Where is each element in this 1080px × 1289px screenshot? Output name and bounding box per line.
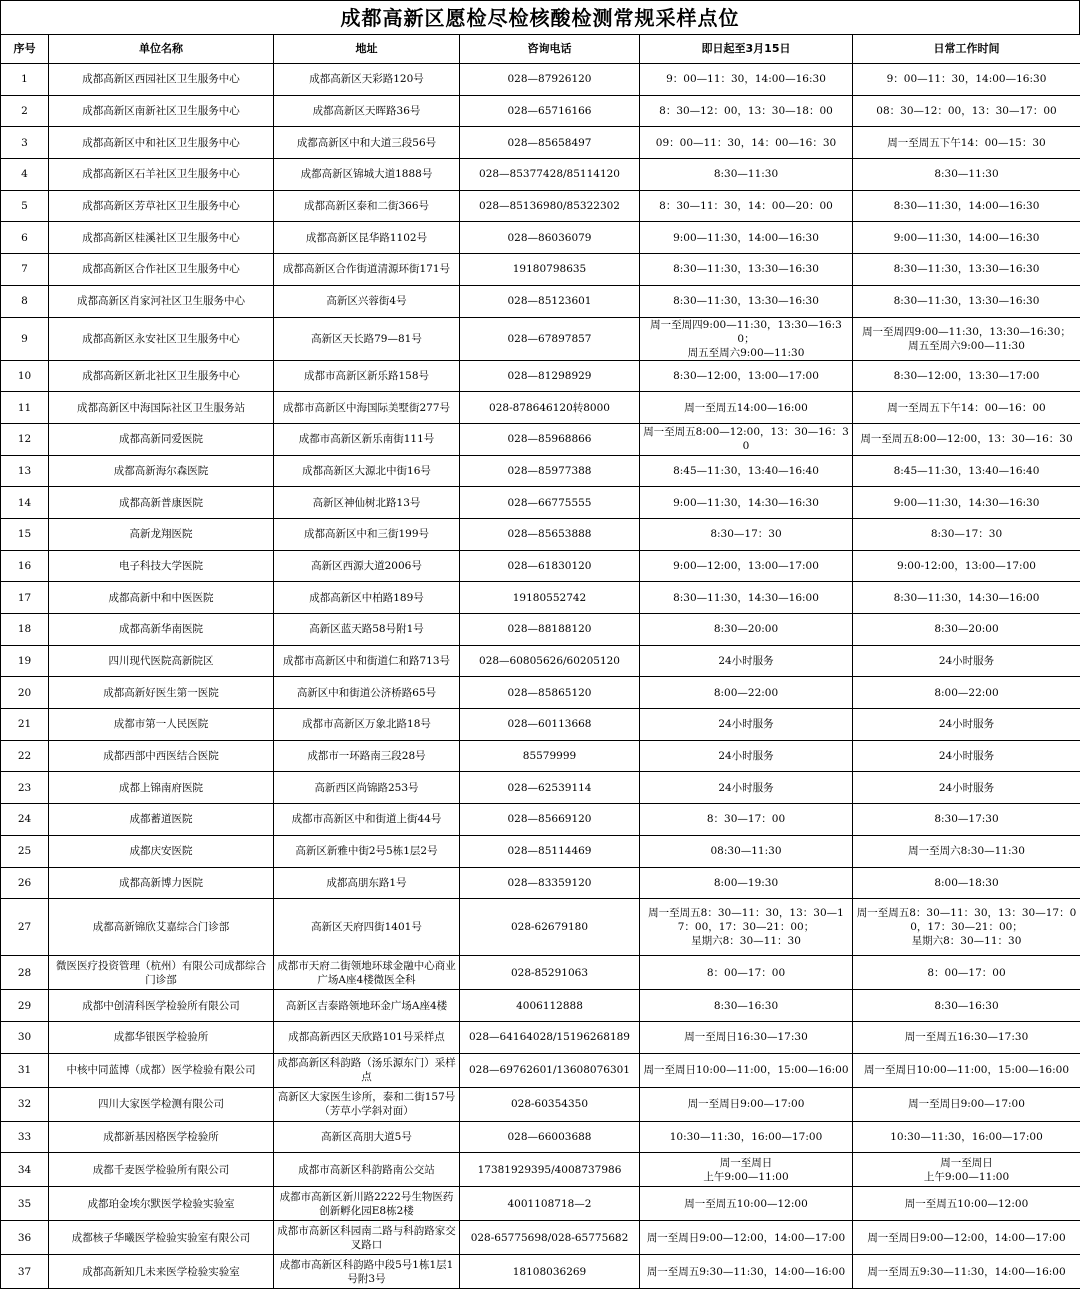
cell-hours-until-mar15: 8:30—16:30 (640, 990, 853, 1022)
table-row (1, 550, 1080, 582)
header-address: 地址 (274, 35, 460, 64)
cell-index: 35 (1, 1187, 49, 1221)
cell-unit-name: 成都高新区合作社区卫生服务中心 (49, 254, 274, 286)
cell-index: 19 (1, 645, 49, 677)
table-row (1, 1221, 1080, 1255)
table-row (1, 127, 1080, 159)
cell-index: 15 (1, 518, 49, 550)
cell-unit-name: 成都高新区肖家河社区卫生服务中心 (49, 285, 274, 317)
cell-hours-until-mar15: 周一至周日 上午9:00—11:00 (640, 1153, 853, 1187)
table-row (1, 582, 1080, 614)
cell-index: 27 (1, 899, 49, 956)
cell-index: 11 (1, 392, 49, 424)
cell-hours-until-mar15: 8：30—17：00 (640, 804, 853, 836)
table-row (1, 990, 1080, 1022)
cell-regular-hours: 8:30—11:30 (853, 159, 1080, 191)
cell-unit-name: 成都高新区中海国际社区卫生服务站 (49, 392, 274, 424)
table-header-row (1, 35, 1080, 64)
cell-phone: 028—85653888 (460, 518, 640, 550)
cell-unit-name: 成都高新华南医院 (49, 614, 274, 646)
cell-hours-until-mar15: 8:30—11:30，13:30—16:30 (640, 254, 853, 286)
cell-unit-name: 成都高新区中和社区卫生服务中心 (49, 127, 274, 159)
cell-phone: 028—85865120 (460, 677, 640, 709)
table-row (1, 317, 1080, 360)
cell-unit-name: 成都高新海尔森医院 (49, 455, 274, 487)
table-row (1, 772, 1080, 804)
cell-hours-until-mar15: 10:30—11:30，16:00—17:00 (640, 1121, 853, 1153)
cell-hours-until-mar15: 8：30—11：30，14：00—20：00 (640, 190, 853, 222)
cell-index: 9 (1, 317, 49, 360)
cell-hours-until-mar15: 9:00—11:30，14:00—16:30 (640, 222, 853, 254)
cell-address: 高新区吉泰路领地环金广场A座4楼 (274, 990, 460, 1022)
cell-phone: 028-60354350 (460, 1087, 640, 1121)
table-row (1, 1021, 1080, 1053)
cell-hours-until-mar15: 8:30—11:30 (640, 159, 853, 191)
cell-phone: 028—81298929 (460, 360, 640, 392)
cell-unit-name: 成都市第一人民医院 (49, 709, 274, 741)
cell-unit-name: 高新龙翔医院 (49, 518, 274, 550)
cell-regular-hours: 24小时服务 (853, 772, 1080, 804)
cell-index: 3 (1, 127, 49, 159)
cell-address: 成都高新区合作街道清源环街171号 (274, 254, 460, 286)
table-row (1, 1255, 1080, 1289)
cell-address: 成都高新区中和大道三段56号 (274, 127, 460, 159)
cell-index: 21 (1, 709, 49, 741)
table-row (1, 709, 1080, 741)
header-index: 序号 (1, 35, 49, 64)
cell-unit-name: 四川现代医院高新院区 (49, 645, 274, 677)
cell-phone: 028—69762601/13608076301 (460, 1053, 640, 1087)
cell-hours-until-mar15: 8:30—17：30 (640, 518, 853, 550)
table-row (1, 285, 1080, 317)
cell-phone: 19180552742 (460, 582, 640, 614)
table-row (1, 423, 1080, 455)
cell-hours-until-mar15: 周一至周五9:30—11:30，14:00—16:00 (640, 1255, 853, 1289)
cell-index: 29 (1, 990, 49, 1022)
cell-unit-name: 成都高新区南新社区卫生服务中心 (49, 95, 274, 127)
cell-hours-until-mar15: 8:30—11:30，13:30—16:30 (640, 285, 853, 317)
table-row (1, 518, 1080, 550)
cell-index: 31 (1, 1053, 49, 1087)
cell-address: 成都高新区泰和二街366号 (274, 190, 460, 222)
cell-unit-name: 成都高新区桂溪社区卫生服务中心 (49, 222, 274, 254)
cell-regular-hours: 10:30—11:30，16:00—17:00 (853, 1121, 1080, 1153)
cell-regular-hours: 9：00—11：30，14:00—16:30 (853, 64, 1080, 96)
cell-phone: 85579999 (460, 740, 640, 772)
cell-regular-hours: 周一至周四9:00—11:30，13:30—16:30； 周五至周六9:00—11:30 (853, 317, 1080, 360)
cell-unit-name: 成都蓄道医院 (49, 804, 274, 836)
cell-phone: 4001108718—2 (460, 1187, 640, 1221)
cell-regular-hours: 周一至周五下午14：00—16：00 (853, 392, 1080, 424)
cell-phone: 028—85977388 (460, 455, 640, 487)
cell-regular-hours: 8:30—16:30 (853, 990, 1080, 1022)
cell-hours-until-mar15: 8：30—12：00，13：30—18：00 (640, 95, 853, 127)
cell-index: 14 (1, 487, 49, 519)
cell-phone: 17381929395/4008737986 (460, 1153, 640, 1187)
cell-phone: 028—87926120 (460, 64, 640, 96)
table-body (1, 64, 1080, 1289)
cell-phone: 028—67897857 (460, 317, 640, 360)
cell-address: 成都市高新区万象北路18号 (274, 709, 460, 741)
cell-phone: 028-85291063 (460, 956, 640, 990)
cell-regular-hours: 周一至周六8:30—11:30 (853, 835, 1080, 867)
cell-regular-hours: 周一至周五下午14：00—15：30 (853, 127, 1080, 159)
cell-unit-name: 成都高新普康医院 (49, 487, 274, 519)
cell-regular-hours: 8:30—17：30 (853, 518, 1080, 550)
cell-regular-hours: 24小时服务 (853, 645, 1080, 677)
cell-unit-name: 成都庆安医院 (49, 835, 274, 867)
cell-hours-until-mar15: 24小时服务 (640, 740, 853, 772)
cell-address: 成都市高新区科韵路南公交站 (274, 1153, 460, 1187)
cell-index: 33 (1, 1121, 49, 1153)
cell-phone: 028—66003688 (460, 1121, 640, 1153)
cell-index: 1 (1, 64, 49, 96)
table-row (1, 899, 1080, 956)
cell-address: 成都高新区天晖路36号 (274, 95, 460, 127)
cell-index: 24 (1, 804, 49, 836)
cell-index: 36 (1, 1221, 49, 1255)
cell-unit-name: 成都高新区芳草社区卫生服务中心 (49, 190, 274, 222)
cell-index: 18 (1, 614, 49, 646)
table-row (1, 64, 1080, 96)
cell-regular-hours: 8:30—11:30，13:30—16:30 (853, 254, 1080, 286)
cell-phone: 028—85114469 (460, 835, 640, 867)
cell-regular-hours: 8:30—11:30，14:30—16:00 (853, 582, 1080, 614)
cell-hours-until-mar15: 24小时服务 (640, 709, 853, 741)
table-row (1, 487, 1080, 519)
cell-hours-until-mar15: 8:30—12:00，13:00—17:00 (640, 360, 853, 392)
cell-hours-until-mar15: 8:00—22:00 (640, 677, 853, 709)
header-regular-hours: 日常工作时间 (853, 35, 1080, 64)
cell-phone: 028-65775698/028-65775682 (460, 1221, 640, 1255)
cell-index: 34 (1, 1153, 49, 1187)
cell-address: 高新区大家医生诊所，泰和二街157号（芳草小学斜对面） (274, 1087, 460, 1121)
cell-index: 23 (1, 772, 49, 804)
cell-address: 成都市高新区新乐路158号 (274, 360, 460, 392)
cell-address: 成都高朋东路1号 (274, 867, 460, 899)
cell-phone: 028—86036079 (460, 222, 640, 254)
cell-phone: 028-878646120转8000 (460, 392, 640, 424)
cell-index: 22 (1, 740, 49, 772)
cell-unit-name: 微医医疗投资管理（杭州）有限公司成都综合门诊部 (49, 956, 274, 990)
cell-hours-until-mar15: 周一至周五10:00—12:00 (640, 1187, 853, 1221)
cell-address: 成都高新区天彩路120号 (274, 64, 460, 96)
cell-regular-hours: 周一至周五8:00—12:00，13：30—16：30 (853, 423, 1080, 455)
cell-index: 4 (1, 159, 49, 191)
cell-address: 成都市高新区科园南二路与科韵路家交叉路口 (274, 1221, 460, 1255)
sampling-sites-table (0, 34, 1080, 1289)
cell-hours-until-mar15: 9:00—12:00，13:00—17:00 (640, 550, 853, 582)
cell-index: 7 (1, 254, 49, 286)
table-row (1, 645, 1080, 677)
cell-index: 8 (1, 285, 49, 317)
cell-unit-name: 成都高新博力医院 (49, 867, 274, 899)
cell-unit-name: 成都高新区新北社区卫生服务中心 (49, 360, 274, 392)
cell-address: 成都高新西区天欣路101号采样点 (274, 1021, 460, 1053)
table-row (1, 95, 1080, 127)
cell-unit-name: 成都高新区永安社区卫生服务中心 (49, 317, 274, 360)
cell-address: 高新区神仙树北路13号 (274, 487, 460, 519)
cell-unit-name: 成都珀金埃尔默医学检验实验室 (49, 1187, 274, 1221)
cell-regular-hours: 周一至周五9:30—11:30，14:00—16:00 (853, 1255, 1080, 1289)
cell-hours-until-mar15: 周一至周日9:00—17:00 (640, 1087, 853, 1121)
cell-regular-hours: 周一至周日9:00—12:00，14:00—17:00 (853, 1221, 1080, 1255)
header-phone: 咨询电话 (460, 35, 640, 64)
cell-regular-hours: 周一至周五8：30—11：30，13：30—17：00，17：30—21：00； 星期六8：30—11：30 (853, 899, 1080, 956)
cell-regular-hours: 9:00—11:30，14:30—16:30 (853, 487, 1080, 519)
cell-unit-name: 电子科技大学医院 (49, 550, 274, 582)
cell-unit-name: 成都高新好医生第一医院 (49, 677, 274, 709)
cell-index: 25 (1, 835, 49, 867)
cell-address: 高新区新雅中街2号5栋1层2号 (274, 835, 460, 867)
cell-phone: 028—65716166 (460, 95, 640, 127)
cell-phone: 028—85136980/85322302 (460, 190, 640, 222)
cell-hours-until-mar15: 8:00—19:30 (640, 867, 853, 899)
cell-hours-until-mar15: 周一至周日16:30—17:30 (640, 1021, 853, 1053)
cell-hours-until-mar15: 9:00—11:30，14:30—16:30 (640, 487, 853, 519)
cell-address: 成都高新区中和三街199号 (274, 518, 460, 550)
table-row (1, 835, 1080, 867)
cell-regular-hours: 8:00—18:30 (853, 867, 1080, 899)
cell-index: 17 (1, 582, 49, 614)
table-row (1, 190, 1080, 222)
cell-address: 高新区天府四街1401号 (274, 899, 460, 956)
cell-regular-hours: 24小时服务 (853, 709, 1080, 741)
cell-regular-hours: 8:45—11:30，13:40—16:40 (853, 455, 1080, 487)
cell-phone: 028—88188120 (460, 614, 640, 646)
cell-regular-hours: 周一至周日10:00—11:00，15:00—16:00 (853, 1053, 1080, 1087)
cell-address: 成都高新区大源北中街16号 (274, 455, 460, 487)
cell-hours-until-mar15: 08:30—11:30 (640, 835, 853, 867)
cell-index: 2 (1, 95, 49, 127)
table-row (1, 1087, 1080, 1121)
cell-index: 30 (1, 1021, 49, 1053)
cell-address: 成都市高新区中和街道上街44号 (274, 804, 460, 836)
cell-phone: 028—85968866 (460, 423, 640, 455)
cell-regular-hours: 8：00—17：00 (853, 956, 1080, 990)
cell-phone: 028—66775555 (460, 487, 640, 519)
cell-phone: 028—85669120 (460, 804, 640, 836)
cell-hours-until-mar15: 24小时服务 (640, 772, 853, 804)
table-row (1, 1121, 1080, 1153)
cell-unit-name: 成都高新区石羊社区卫生服务中心 (49, 159, 274, 191)
cell-address: 成都高新区科韵路（汤乐源东门）采样点 (274, 1053, 460, 1087)
cell-phone: 028—60805626/60205120 (460, 645, 640, 677)
cell-index: 26 (1, 867, 49, 899)
cell-phone: 028—61830120 (460, 550, 640, 582)
cell-regular-hours: 周一至周五10:00—12:00 (853, 1187, 1080, 1221)
table-row (1, 956, 1080, 990)
cell-unit-name: 成都高新中和中医医院 (49, 582, 274, 614)
cell-hours-until-mar15: 8：00—17：00 (640, 956, 853, 990)
cell-index: 37 (1, 1255, 49, 1289)
cell-hours-until-mar15: 周一至周四9:00—11:30，13:30—16:30； 周五至周六9:00—11:30 (640, 317, 853, 360)
cell-phone: 028-62679180 (460, 899, 640, 956)
cell-phone: 028—83359120 (460, 867, 640, 899)
cell-address: 高新区西源大道2006号 (274, 550, 460, 582)
cell-hours-until-mar15: 周一至周日10:00—11:00，15:00—16:00 (640, 1053, 853, 1087)
cell-unit-name: 成都核子华曦医学检验实验室有限公司 (49, 1221, 274, 1255)
cell-unit-name: 成都高新知几未来医学检验实验室 (49, 1255, 274, 1289)
cell-address: 高新区高朋大道5号 (274, 1121, 460, 1153)
cell-address: 高新区蓝天路58号附1号 (274, 614, 460, 646)
cell-unit-name: 成都新基因格医学检验所 (49, 1121, 274, 1153)
cell-hours-until-mar15: 周一至周五8:00—12:00，13：30—16：30 (640, 423, 853, 455)
cell-hours-until-mar15: 8:30—11:30，14:30—16:00 (640, 582, 853, 614)
cell-index: 5 (1, 190, 49, 222)
cell-unit-name: 成都高新区西园社区卫生服务中心 (49, 64, 274, 96)
cell-address: 成都市天府二街领地环球金融中心商业广场A座4楼微医全科 (274, 956, 460, 990)
cell-address: 高新区中和街道公济桥路65号 (274, 677, 460, 709)
table-row (1, 392, 1080, 424)
table-row (1, 614, 1080, 646)
cell-unit-name: 成都高新同爱医院 (49, 423, 274, 455)
cell-address: 成都市一环路南三段28号 (274, 740, 460, 772)
cell-regular-hours: 周一至周日9:00—17:00 (853, 1087, 1080, 1121)
cell-phone: 028—64164028/15196268189 (460, 1021, 640, 1053)
cell-hours-until-mar15: 24小时服务 (640, 645, 853, 677)
cell-index: 20 (1, 677, 49, 709)
cell-unit-name: 成都西部中西医结合医院 (49, 740, 274, 772)
table-row (1, 222, 1080, 254)
table-row (1, 1153, 1080, 1187)
cell-index: 28 (1, 956, 49, 990)
table-row (1, 254, 1080, 286)
cell-phone: 028—85658497 (460, 127, 640, 159)
table-row (1, 867, 1080, 899)
header-unit-name: 单位名称 (49, 35, 274, 64)
cell-address: 成都高新区昆华路1102号 (274, 222, 460, 254)
cell-index: 32 (1, 1087, 49, 1121)
table-row (1, 677, 1080, 709)
cell-phone: 028—85123601 (460, 285, 640, 317)
cell-phone: 18108036269 (460, 1255, 640, 1289)
cell-regular-hours: 9:00—11:30，14:00—16:30 (853, 222, 1080, 254)
cell-phone: 028—60113668 (460, 709, 640, 741)
cell-address: 高新区兴蓉街4号 (274, 285, 460, 317)
table-row (1, 360, 1080, 392)
cell-phone: 028—85377428/85114120 (460, 159, 640, 191)
cell-unit-name: 中核中同蓝博（成都）医学检验有限公司 (49, 1053, 274, 1087)
cell-index: 16 (1, 550, 49, 582)
cell-index: 13 (1, 455, 49, 487)
header-hours-until-mar15: 即日起至3月15日 (640, 35, 853, 64)
table-row (1, 1053, 1080, 1087)
cell-address: 成都市高新区新川路2222号生物医药创新孵化园E8栋2楼 (274, 1187, 460, 1221)
cell-phone: 4006112888 (460, 990, 640, 1022)
table-row (1, 159, 1080, 191)
cell-hours-until-mar15: 周一至周五8：30—11：30，13：30—17：00，17：30—21：00； 星期六8：30—11：30 (640, 899, 853, 956)
cell-unit-name: 成都中创清科医学检验所有限公司 (49, 990, 274, 1022)
cell-address: 成都高新区锦城大道1888号 (274, 159, 460, 191)
cell-address: 高新西区尚锦路253号 (274, 772, 460, 804)
cell-regular-hours: 8:30—11:30，13:30—16:30 (853, 285, 1080, 317)
cell-regular-hours: 24小时服务 (853, 740, 1080, 772)
cell-regular-hours: 8:30—17:30 (853, 804, 1080, 836)
cell-regular-hours: 8:30—20:00 (853, 614, 1080, 646)
cell-regular-hours: 周一至周日 上午9:00—11:00 (853, 1153, 1080, 1187)
cell-address: 成都市高新区中海国际美墅街277号 (274, 392, 460, 424)
cell-unit-name: 成都千麦医学检验所有限公司 (49, 1153, 274, 1187)
cell-address: 成都市高新区科韵路中段5号1栋1层1号附3号 (274, 1255, 460, 1289)
cell-hours-until-mar15: 周一至周日9:00—12:00，14:00—17:00 (640, 1221, 853, 1255)
cell-regular-hours: 8:00—22:00 (853, 677, 1080, 709)
table-row (1, 740, 1080, 772)
cell-phone: 19180798635 (460, 254, 640, 286)
table-row (1, 455, 1080, 487)
cell-unit-name: 成都高新锦欣艾嘉综合门诊部 (49, 899, 274, 956)
cell-index: 6 (1, 222, 49, 254)
cell-hours-until-mar15: 09：00—11：30，14：00—16：30 (640, 127, 853, 159)
cell-regular-hours: 8:30—12:00，13:30—17:00 (853, 360, 1080, 392)
cell-hours-until-mar15: 9：00—11：30，14:00—16:30 (640, 64, 853, 96)
cell-address: 成都高新区中柏路189号 (274, 582, 460, 614)
cell-address: 成都市高新区中和街道仁和路713号 (274, 645, 460, 677)
table-row (1, 1187, 1080, 1221)
cell-index: 10 (1, 360, 49, 392)
cell-index: 12 (1, 423, 49, 455)
cell-regular-hours: 9:00-12:00，13:00—17:00 (853, 550, 1080, 582)
cell-address: 成都市高新区新乐南街111号 (274, 423, 460, 455)
cell-hours-until-mar15: 周一至周五14:00—16:00 (640, 392, 853, 424)
page-title: 成都高新区愿检尽检核酸检测常规采样点位 (0, 0, 1080, 34)
cell-regular-hours: 8:30—11:30，14:00—16:30 (853, 190, 1080, 222)
cell-regular-hours: 周一至周五16:30—17:30 (853, 1021, 1080, 1053)
cell-phone: 028—62539114 (460, 772, 640, 804)
cell-unit-name: 成都华银医学检验所 (49, 1021, 274, 1053)
cell-regular-hours: 08：30—12：00，13：30—17：00 (853, 95, 1080, 127)
cell-address: 高新区天长路79—81号 (274, 317, 460, 360)
cell-unit-name: 成都上锦南府医院 (49, 772, 274, 804)
cell-hours-until-mar15: 8:45—11:30，13:40—16:40 (640, 455, 853, 487)
cell-hours-until-mar15: 8:30—20:00 (640, 614, 853, 646)
table-row (1, 804, 1080, 836)
cell-unit-name: 四川大家医学检测有限公司 (49, 1087, 274, 1121)
